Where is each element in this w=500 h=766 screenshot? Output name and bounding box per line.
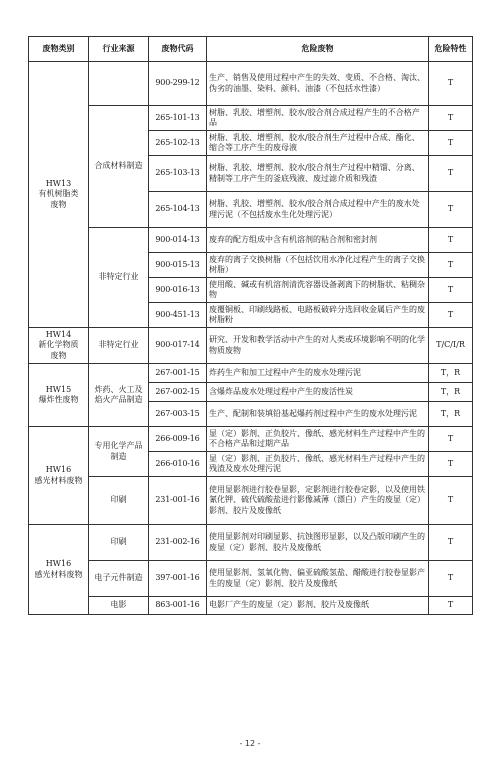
header-source: 行业来源 xyxy=(89,37,149,62)
header-property: 危险特性 xyxy=(429,37,473,62)
property-cell: T xyxy=(429,303,473,328)
source-cell xyxy=(89,62,149,106)
category-cell-hw16: HW16 感光材料废物 xyxy=(29,427,89,525)
code-cell: 231-001-16 xyxy=(149,477,207,525)
code-cell: 863-001-16 xyxy=(149,597,207,615)
table-header-row xyxy=(29,37,473,62)
hazard-cell: 使用酸、碱或有机溶剂清洗容器设备剥离下的树脂状、粘稠杂物 xyxy=(207,278,429,303)
hazard-cell: 生产、销售及使用过程中产生的失效、变质、不合格、淘汰、伪劣的油墨、染料、颜料、油漆（不包括水性漆） xyxy=(207,62,429,106)
hazard-cell: 废弃的配方组成中含有机溶剂的粘合剂和密封剂 xyxy=(207,228,429,253)
property-cell: T，R xyxy=(429,402,473,427)
header-code: 废物代码 xyxy=(149,37,207,62)
hazard-cell: 使用显影剂进行胶卷显影，定影剂进行胶卷定影，以及使用铁氰化钾、硫代硫酸盐进行影像减薄（漂白）产生的废显（定）影剂、胶片及废像纸 xyxy=(207,477,429,525)
header-hazard: 危险废物 xyxy=(207,37,429,62)
page-number: - 12 - xyxy=(239,739,261,748)
property-cell: T xyxy=(429,597,473,615)
category-cell-hw13: HW13 有机树脂类 废物 xyxy=(29,62,89,328)
hazard-cell: 电影厂产生的废显（定）影剂、胶片及废像纸 xyxy=(207,597,429,615)
property-cell: T/C/I/R xyxy=(429,328,473,364)
property-cell: T xyxy=(429,278,473,303)
category-cell-hw16: HW16 感光材料废物 xyxy=(29,525,89,615)
property-cell: T，R xyxy=(429,364,473,383)
property-cell: T，R xyxy=(429,383,473,402)
property-cell: T xyxy=(429,561,473,597)
table-row xyxy=(29,477,473,525)
source-cell: 非特定行业 xyxy=(89,228,149,328)
table-row xyxy=(29,62,473,106)
hazard-cell: 树脂、乳胶、增塑剂、胶水/胶合剂生产过程中合成、酯化、缩合等工序产生的废母液 xyxy=(207,131,429,156)
table-row xyxy=(29,427,473,452)
code-cell: 267-003-15 xyxy=(149,402,207,427)
code-cell: 231-002-16 xyxy=(149,525,207,561)
hazard-cell: 显（定）影剂、正负胶片、像纸、感光材料生产过程中产生的残渣及废水处理污泥 xyxy=(207,452,429,477)
source-cell: 印刷 xyxy=(89,525,149,561)
code-cell: 900-016-13 xyxy=(149,278,207,303)
source-cell: 专用化学产品制造 xyxy=(89,427,149,477)
table-row xyxy=(29,561,473,597)
hazard-cell: 使用显影剂、氢氧化物、偏亚硫酸氢盐、醋酸进行胶卷显影产生的废显（定）影剂、胶片及废像纸 xyxy=(207,561,429,597)
hazard-cell: 炸药生产和加工过程中产生的废水处理污泥 xyxy=(207,364,429,383)
property-cell: T xyxy=(429,156,473,192)
code-cell: 266-009-16 xyxy=(149,427,207,452)
code-cell: 900-451-13 xyxy=(149,303,207,328)
hazardous-waste-table xyxy=(28,36,473,615)
code-cell: 900-015-13 xyxy=(149,253,207,278)
hazard-cell: 使用显影剂对印刷显影、抗蚀图形显影，以及凸版印刷产生的废显（定）影剂、胶片及废像纸 xyxy=(207,525,429,561)
property-cell: T xyxy=(429,62,473,106)
code-cell: 265-103-13 xyxy=(149,156,207,192)
code-cell: 265-101-13 xyxy=(149,106,207,131)
code-cell: 397-001-16 xyxy=(149,561,207,597)
hazard-cell: 废覆铜板、印刷线路板、电路板破碎分选回收金属后产生的废树脂粉 xyxy=(207,303,429,328)
table-row xyxy=(29,525,473,561)
property-cell: T xyxy=(429,228,473,253)
hazard-cell: 树脂、乳胶、增塑剂、胶水/胶合剂生产过程中精馏、分离、精制等工序产生的釜底残液、废过滤介质和残渣 xyxy=(207,156,429,192)
property-cell: T xyxy=(429,253,473,278)
code-cell: 267-001-15 xyxy=(149,364,207,383)
property-cell: T xyxy=(429,452,473,477)
code-cell: 900-299-12 xyxy=(149,62,207,106)
hazard-cell: 含爆炸品废水处理过程中产生的废活性炭 xyxy=(207,383,429,402)
hazard-cell: 树脂、乳胶、增塑剂、胶水/胶合剂合成过程产生的不合格产品 xyxy=(207,106,429,131)
property-cell: T xyxy=(429,427,473,452)
code-cell: 900-017-14 xyxy=(149,328,207,364)
hazard-cell: 研究、开发和教学活动中产生的对人类或环境影响不明的化学物质废物 xyxy=(207,328,429,364)
category-cell-hw14: HW14 新化学物质 废物 xyxy=(29,328,89,364)
table-row xyxy=(29,597,473,615)
source-cell: 电子元件制造 xyxy=(89,561,149,597)
property-cell: T xyxy=(429,106,473,131)
header-category: 废物类别 xyxy=(29,37,89,62)
source-cell: 炸药、火工及焰火产品制造 xyxy=(89,364,149,427)
table-row xyxy=(29,106,473,131)
code-cell: 265-104-13 xyxy=(149,192,207,228)
hazard-cell: 显（定）影剂、正负胶片、像纸、感光材料生产过程中产生的不合格产品和过期产品 xyxy=(207,427,429,452)
source-cell: 印刷 xyxy=(89,477,149,525)
table-row xyxy=(29,328,473,364)
property-cell: T xyxy=(429,477,473,525)
category-cell-hw15: HW15 爆炸性废物 xyxy=(29,364,89,427)
code-cell: 265-102-13 xyxy=(149,131,207,156)
property-cell: T xyxy=(429,525,473,561)
property-cell: T xyxy=(429,192,473,228)
source-cell: 合成材料制造 xyxy=(89,106,149,228)
hazard-cell: 树脂、乳胶、增塑剂、胶水/胶合剂合成过程中产生的废水处理污泥（不包括废水生化处理污泥） xyxy=(207,192,429,228)
table-row xyxy=(29,364,473,383)
source-cell: 非特定行业 xyxy=(89,328,149,364)
hazard-cell: 废弃的离子交换树脂（不包括饮用水净化过程产生的离子交换树脂） xyxy=(207,253,429,278)
code-cell: 267-002-15 xyxy=(149,383,207,402)
hazard-cell: 生产、配制和装填铅基起爆药剂过程中产生的废水处理污泥 xyxy=(207,402,429,427)
code-cell: 900-014-13 xyxy=(149,228,207,253)
property-cell: T xyxy=(429,131,473,156)
code-cell: 266-010-16 xyxy=(149,452,207,477)
table-row xyxy=(29,228,473,253)
source-cell: 电影 xyxy=(89,597,149,615)
